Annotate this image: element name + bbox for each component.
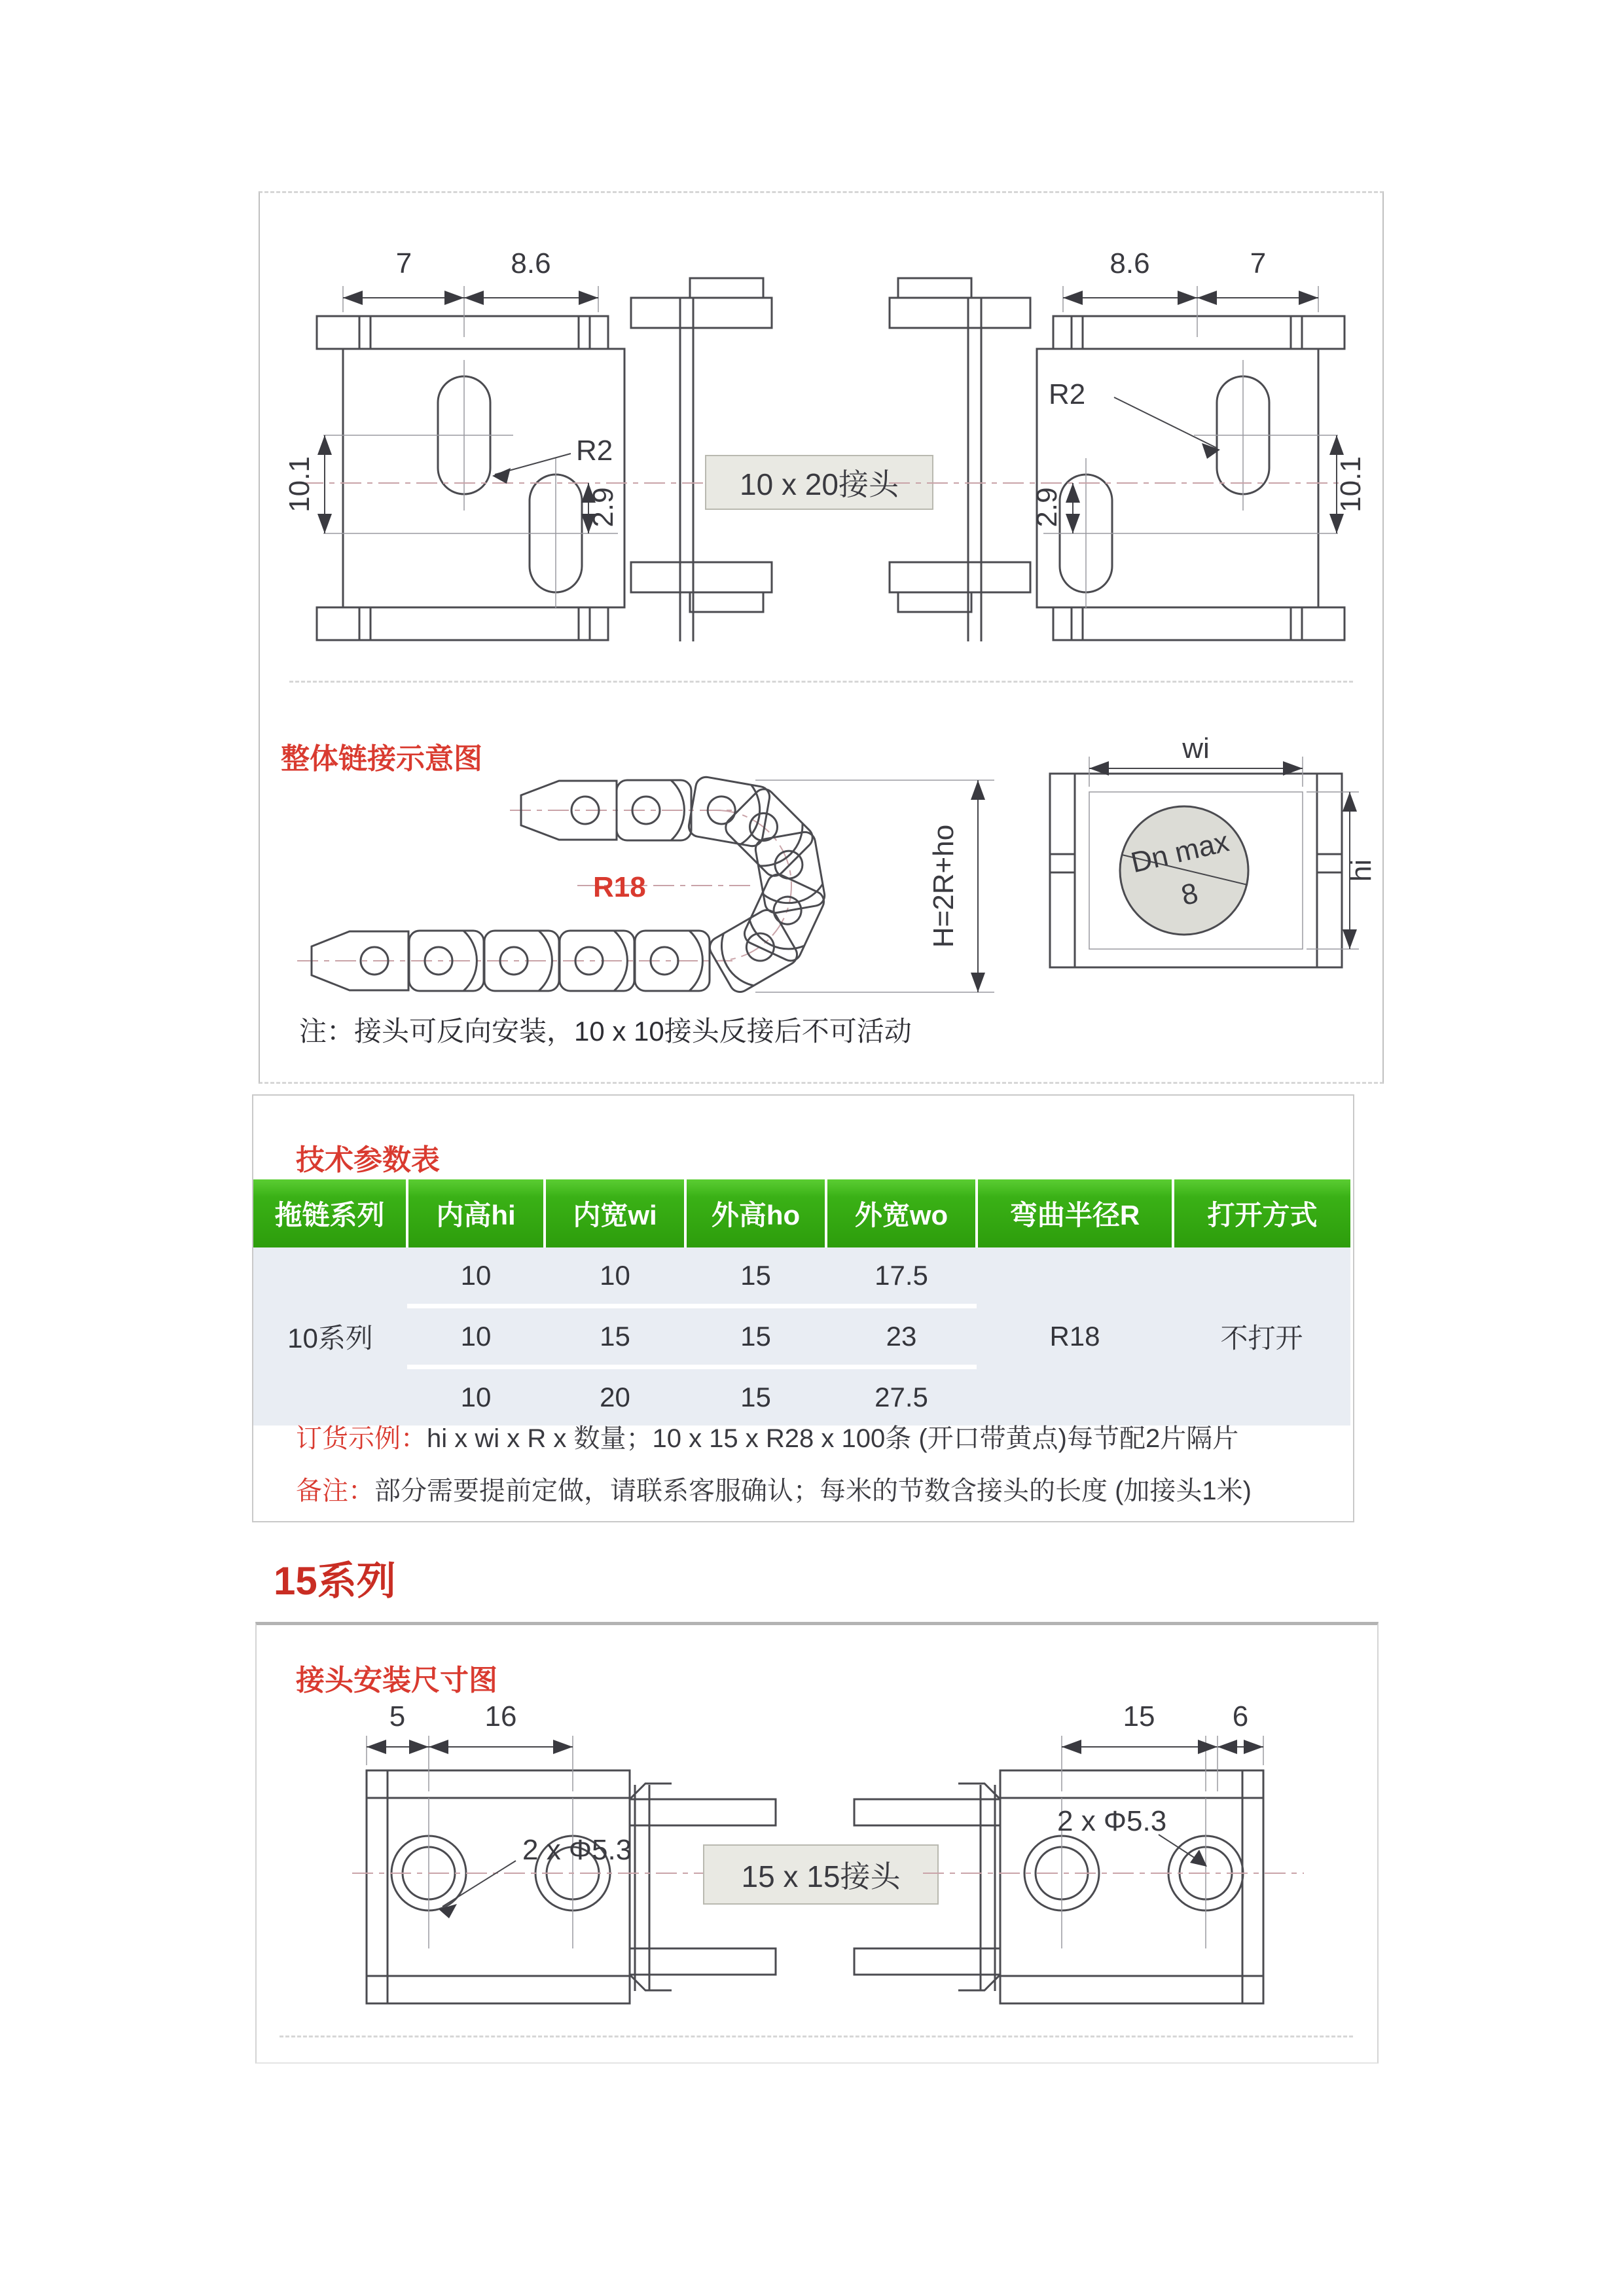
cell-value: 10 <box>407 1247 545 1306</box>
header-inner-height: 内高hi <box>407 1179 545 1247</box>
table-header-row <box>253 1179 1350 1247</box>
dim-8.6: 8.6 <box>1110 247 1150 279</box>
header-series: 拖链系列 <box>253 1179 407 1247</box>
cell-value: 15 <box>545 1306 685 1367</box>
joint-drawing-15x15-right <box>943 1700 1309 2040</box>
dim-6: 6 <box>1232 1700 1249 1732</box>
table-row <box>253 1247 1350 1306</box>
joint-drawing-10x20-right <box>886 232 1367 658</box>
bend-radius-label: R18 <box>593 871 646 903</box>
series15-heading: 15系列 <box>274 1559 396 1603</box>
joint-size-text: 15 x 15接头 <box>741 1859 901 1893</box>
header-inner-width: 内宽wi <box>545 1179 685 1247</box>
cell-open-mode: 不打开 <box>1173 1247 1350 1426</box>
cross-section-drawing <box>1037 732 1377 995</box>
table-title: 技术参数表 <box>296 1144 440 1176</box>
dim-5: 5 <box>389 1700 406 1732</box>
cell-value: 17.5 <box>826 1247 977 1306</box>
dimensions <box>1031 247 1367 533</box>
remark-line <box>296 1470 1252 1507</box>
dim-7: 7 <box>1250 247 1267 279</box>
assembly-note: 注：接头可反向安装，10 x 10接头反接后不可活动 <box>299 1016 912 1047</box>
joint-size-label <box>703 1844 939 1905</box>
install-drawing-title: 接头安装尺寸图 <box>296 1664 497 1696</box>
series15-panel <box>255 1622 1379 2064</box>
hole-spec-label: 2 x Φ5.3 <box>522 1834 632 1866</box>
header-open-mode: 打开方式 <box>1173 1179 1350 1247</box>
cell-value: 15 <box>685 1367 826 1426</box>
wi-label: wi <box>1182 732 1210 764</box>
bottom-divider <box>280 2036 1353 2037</box>
dim-16: 16 <box>484 1700 517 1732</box>
wi-dimension <box>1089 732 1303 787</box>
remark-text: 部分需要提前定做，请联系客服确认；每米的节数含接头的长度 (加接头1米) <box>374 1477 1252 1505</box>
assembly-title: 整体链接示意图 <box>281 743 482 775</box>
order-example-line <box>296 1418 1238 1455</box>
extension-lines <box>1062 1736 1263 1948</box>
series10-panel <box>259 191 1384 1084</box>
extension-lines <box>323 286 618 609</box>
cell-value: 15 <box>685 1247 826 1306</box>
cell-value: 15 <box>685 1306 826 1367</box>
radius-label: R2 <box>576 435 613 467</box>
cell-value: 10 <box>407 1367 545 1426</box>
remark-label: 备注： <box>296 1477 374 1505</box>
cell-value: 27.5 <box>826 1367 977 1426</box>
dn-denominator: 8 <box>1178 876 1201 912</box>
cell-value: 20 <box>545 1367 685 1426</box>
dim-10.1: 10.1 <box>283 456 316 512</box>
cell-value: 10 <box>545 1247 685 1306</box>
hi-label: hi <box>1345 859 1377 882</box>
dim-2.9: 2.9 <box>1031 487 1063 528</box>
header-outer-height: 外高ho <box>685 1179 826 1247</box>
dim-15: 15 <box>1123 1700 1155 1732</box>
header-bend-radius: 弯曲半径R <box>977 1179 1173 1247</box>
cell-radius: R18 <box>977 1247 1173 1426</box>
cell-value: 10 <box>407 1306 545 1367</box>
joint-outline <box>317 278 772 641</box>
spec-table-panel <box>252 1094 1354 1522</box>
extension-lines <box>1043 286 1338 609</box>
section-divider <box>289 681 1353 683</box>
chain-assembly-drawing <box>297 751 1024 1013</box>
order-example-text: hi x wi x R x 数量；10 x 15 x R28 x 100条 (开口带黄点)每节配2片隔片 <box>427 1424 1239 1453</box>
joint-drawing-10x20-left <box>283 232 775 658</box>
parameter-table <box>253 1179 1350 1426</box>
hole-spec-label: 2 x Φ5.3 <box>1057 1805 1167 1837</box>
header-outer-width: 外宽wo <box>826 1179 977 1247</box>
dn-max-text: Dn max <box>1128 825 1232 880</box>
dim-8.6: 8.6 <box>511 247 551 279</box>
cell-series: 10系列 <box>253 1247 407 1426</box>
dim-7: 7 <box>395 247 412 279</box>
dim-10.1: 10.1 <box>1335 456 1367 512</box>
dim-2.9: 2.9 <box>587 487 619 528</box>
joint-size-text: 10 x 20接头 <box>740 467 899 501</box>
joint-outline <box>890 278 1344 641</box>
cell-value: 23 <box>826 1306 977 1367</box>
height-formula: H=2R+ho <box>928 824 960 948</box>
order-example-label: 订货示例： <box>296 1424 427 1453</box>
radius-label: R2 <box>1049 378 1086 410</box>
dimensions <box>1057 1700 1263 1867</box>
